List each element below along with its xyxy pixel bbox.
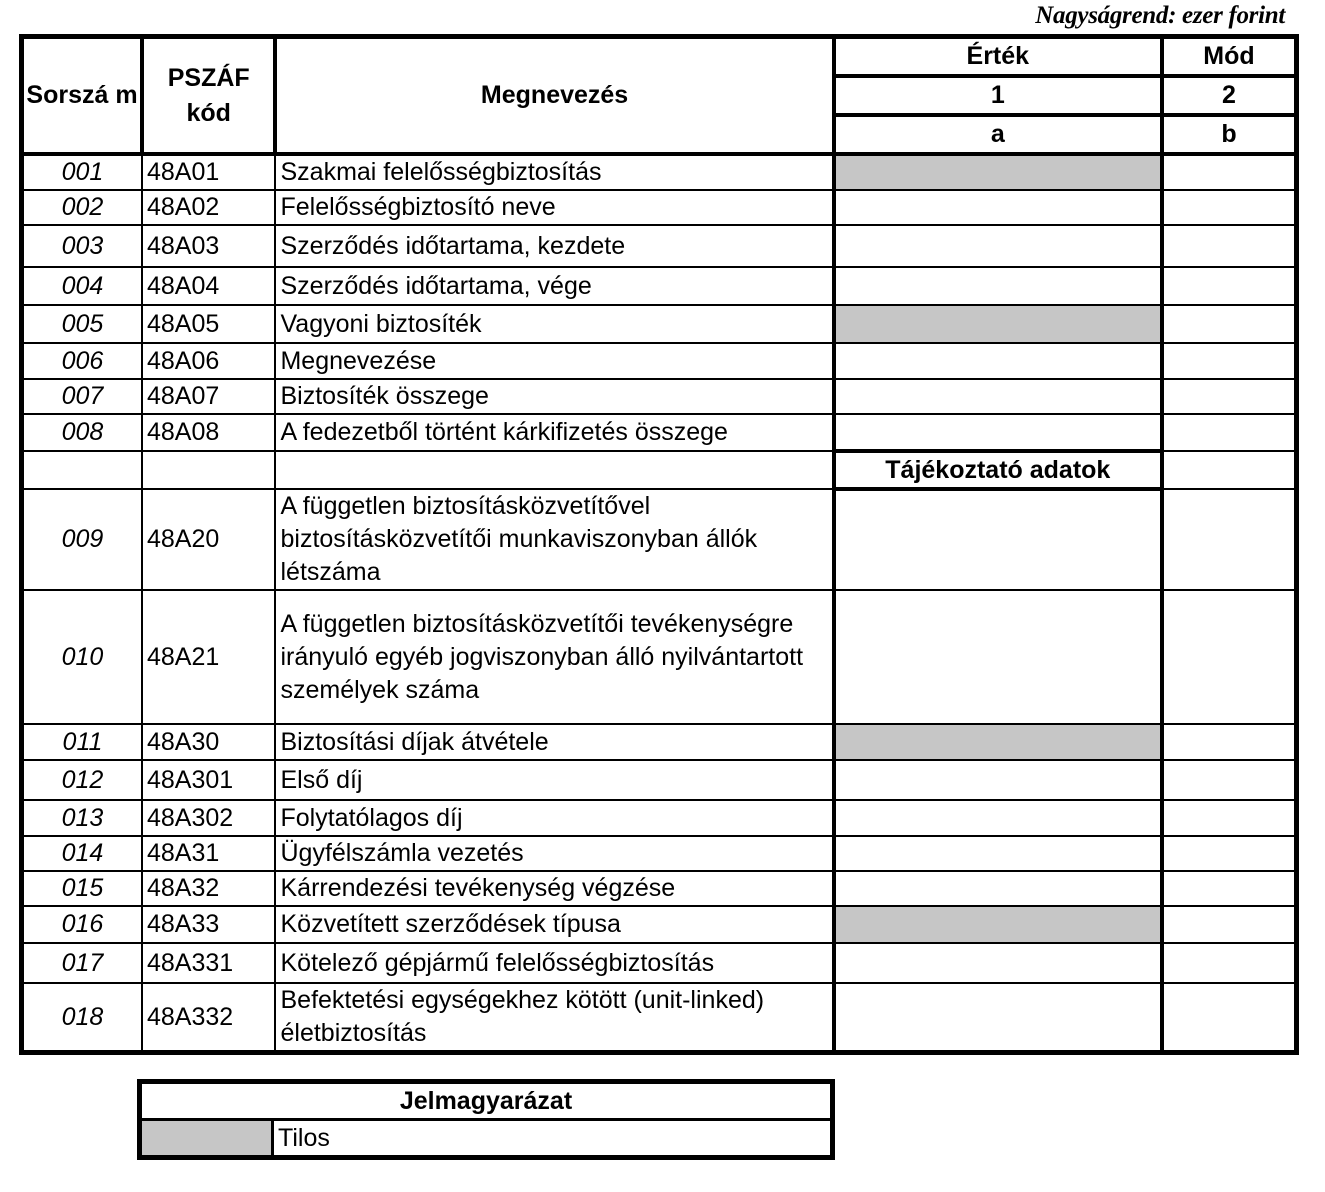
row-code: 48A33 [142,906,276,943]
mode-cell-b[interactable] [1162,760,1297,800]
value-cell-a [834,906,1162,943]
header-col-b: b [1162,115,1297,154]
row-name: Első díj [275,760,833,800]
row-name: A független biztosításközvetítői tevékenységre irányuló egyéb jogviszonyban álló nyilvántartott személyek száma [275,590,833,724]
mode-cell-b[interactable] [1162,906,1297,943]
row-name: Vagyoni biztosíték [275,305,833,343]
mode-cell-b[interactable] [1162,983,1297,1053]
mode-cell-b[interactable] [1162,489,1297,590]
row-code: 48A02 [142,190,276,225]
data-table [19,34,1299,1055]
header-col-a: a [834,115,1162,154]
row-number: 012 [22,760,142,800]
row-code: 48A20 [142,489,276,590]
value-cell-a [834,154,1162,190]
table-row [22,724,1297,760]
row-code: 48A01 [142,154,276,190]
info-row-name [275,451,833,489]
mode-cell-b[interactable] [1162,943,1297,983]
table-row [22,590,1297,724]
row-name: Biztosítási díjak átvétele [275,724,833,760]
mode-cell-b[interactable] [1162,871,1297,906]
mode-cell-b[interactable] [1162,414,1297,451]
info-row [22,451,1297,489]
row-name: Szerződés időtartama, kezdete [275,225,833,267]
row-code: 48A06 [142,343,276,379]
mode-cell-b[interactable] [1162,305,1297,343]
row-name: Befektetési egységekhez kötött (unit-linked) életbiztosítás [275,983,833,1053]
unit-note: Nagyságrend: ezer forint [1035,2,1285,29]
row-name: A fedezetből történt kárkifizetés összege [275,414,833,451]
value-cell-a[interactable] [834,414,1162,451]
row-number: 001 [22,154,142,190]
row-code: 48A08 [142,414,276,451]
table-row [22,983,1297,1053]
row-code: 48A07 [142,379,276,414]
value-cell-a[interactable] [834,760,1162,800]
mode-cell-b[interactable] [1162,343,1297,379]
row-number: 011 [22,724,142,760]
value-cell-a[interactable] [834,379,1162,414]
row-name: Felelősségbiztosító neve [275,190,833,225]
row-number: 002 [22,190,142,225]
row-name: Közvetített szerződések típusa [275,906,833,943]
table-row [22,871,1297,906]
row-code: 48A04 [142,267,276,305]
row-number: 005 [22,305,142,343]
table-row [22,489,1297,590]
row-code: 48A30 [142,724,276,760]
row-name: Ügyfélszámla vezetés [275,836,833,871]
header-col-2: 2 [1162,76,1297,115]
row-code: 48A31 [142,836,276,871]
table-row [22,906,1297,943]
mode-cell-b[interactable] [1162,379,1297,414]
row-name: Kárrendezési tevékenység végzése [275,871,833,906]
legend [137,1079,835,1160]
row-number: 017 [22,943,142,983]
value-cell-a[interactable] [834,800,1162,836]
header-col-1: 1 [834,76,1162,115]
mode-cell-b[interactable] [1162,154,1297,190]
mode-cell-b[interactable] [1162,267,1297,305]
table-row [22,190,1297,225]
legend-title: Jelmagyarázat [140,1082,833,1120]
value-cell-a[interactable] [834,983,1162,1053]
row-code: 48A332 [142,983,276,1053]
value-cell-a[interactable] [834,267,1162,305]
table-row [22,379,1297,414]
info-row-code [142,451,276,489]
table-row [22,343,1297,379]
row-name: Szakmai felelősségbiztosítás [275,154,833,190]
value-cell-a[interactable] [834,343,1162,379]
row-number: 013 [22,800,142,836]
value-cell-a[interactable] [834,489,1162,590]
mode-cell-b[interactable] [1162,836,1297,871]
mode-cell-b[interactable] [1162,225,1297,267]
row-name: A független biztosításközvetítővel biztosításközvetítői munkaviszonyban állók létszáma [275,489,833,590]
header-sorszam: Sorszá m [22,37,142,155]
row-code: 48A301 [142,760,276,800]
info-row-mod [1162,451,1297,489]
value-cell-a[interactable] [834,225,1162,267]
mode-cell-b[interactable] [1162,800,1297,836]
row-number: 007 [22,379,142,414]
row-name: Biztosíték összege [275,379,833,414]
value-cell-a[interactable] [834,190,1162,225]
value-cell-a[interactable] [834,590,1162,724]
row-number: 004 [22,267,142,305]
info-row-no [22,451,142,489]
value-cell-a [834,724,1162,760]
table-row [22,760,1297,800]
table-row [22,154,1297,190]
table-row [22,305,1297,343]
info-label: Tájékoztató adatok [834,451,1162,489]
row-number: 009 [22,489,142,590]
row-code: 48A03 [142,225,276,267]
table-row [22,800,1297,836]
mode-cell-b[interactable] [1162,590,1297,724]
row-name: Folytatólagos díj [275,800,833,836]
value-cell-a[interactable] [834,836,1162,871]
row-name: Kötelező gépjármű felelősségbiztosítás [275,943,833,983]
row-name: Szerződés időtartama, vége [275,267,833,305]
row-code: 48A21 [142,590,276,724]
row-code: 48A05 [142,305,276,343]
row-number: 003 [22,225,142,267]
row-code: 48A32 [142,871,276,906]
row-code: 48A331 [142,943,276,983]
mode-cell-b[interactable] [1162,724,1297,760]
row-number: 008 [22,414,142,451]
row-name: Megnevezése [275,343,833,379]
header-ertek: Érték [834,37,1162,77]
row-number: 016 [22,906,142,943]
table-row [22,225,1297,267]
row-number: 010 [22,590,142,724]
value-cell-a[interactable] [834,871,1162,906]
table-row [22,836,1297,871]
legend-item-label: Tilos [273,1120,833,1158]
row-number: 018 [22,983,142,1053]
legend-swatch [140,1120,273,1158]
value-cell-a[interactable] [834,943,1162,983]
value-cell-a [834,305,1162,343]
row-number: 006 [22,343,142,379]
row-code: 48A302 [142,800,276,836]
row-number: 015 [22,871,142,906]
header-pszaf-kod: PSZÁF kód [142,37,276,155]
row-number: 014 [22,836,142,871]
table-row [22,943,1297,983]
table-row [22,414,1297,451]
table-row [22,267,1297,305]
header-mod: Mód [1162,37,1297,77]
mode-cell-b[interactable] [1162,190,1297,225]
header-megnevezes: Megnevezés [275,37,833,155]
